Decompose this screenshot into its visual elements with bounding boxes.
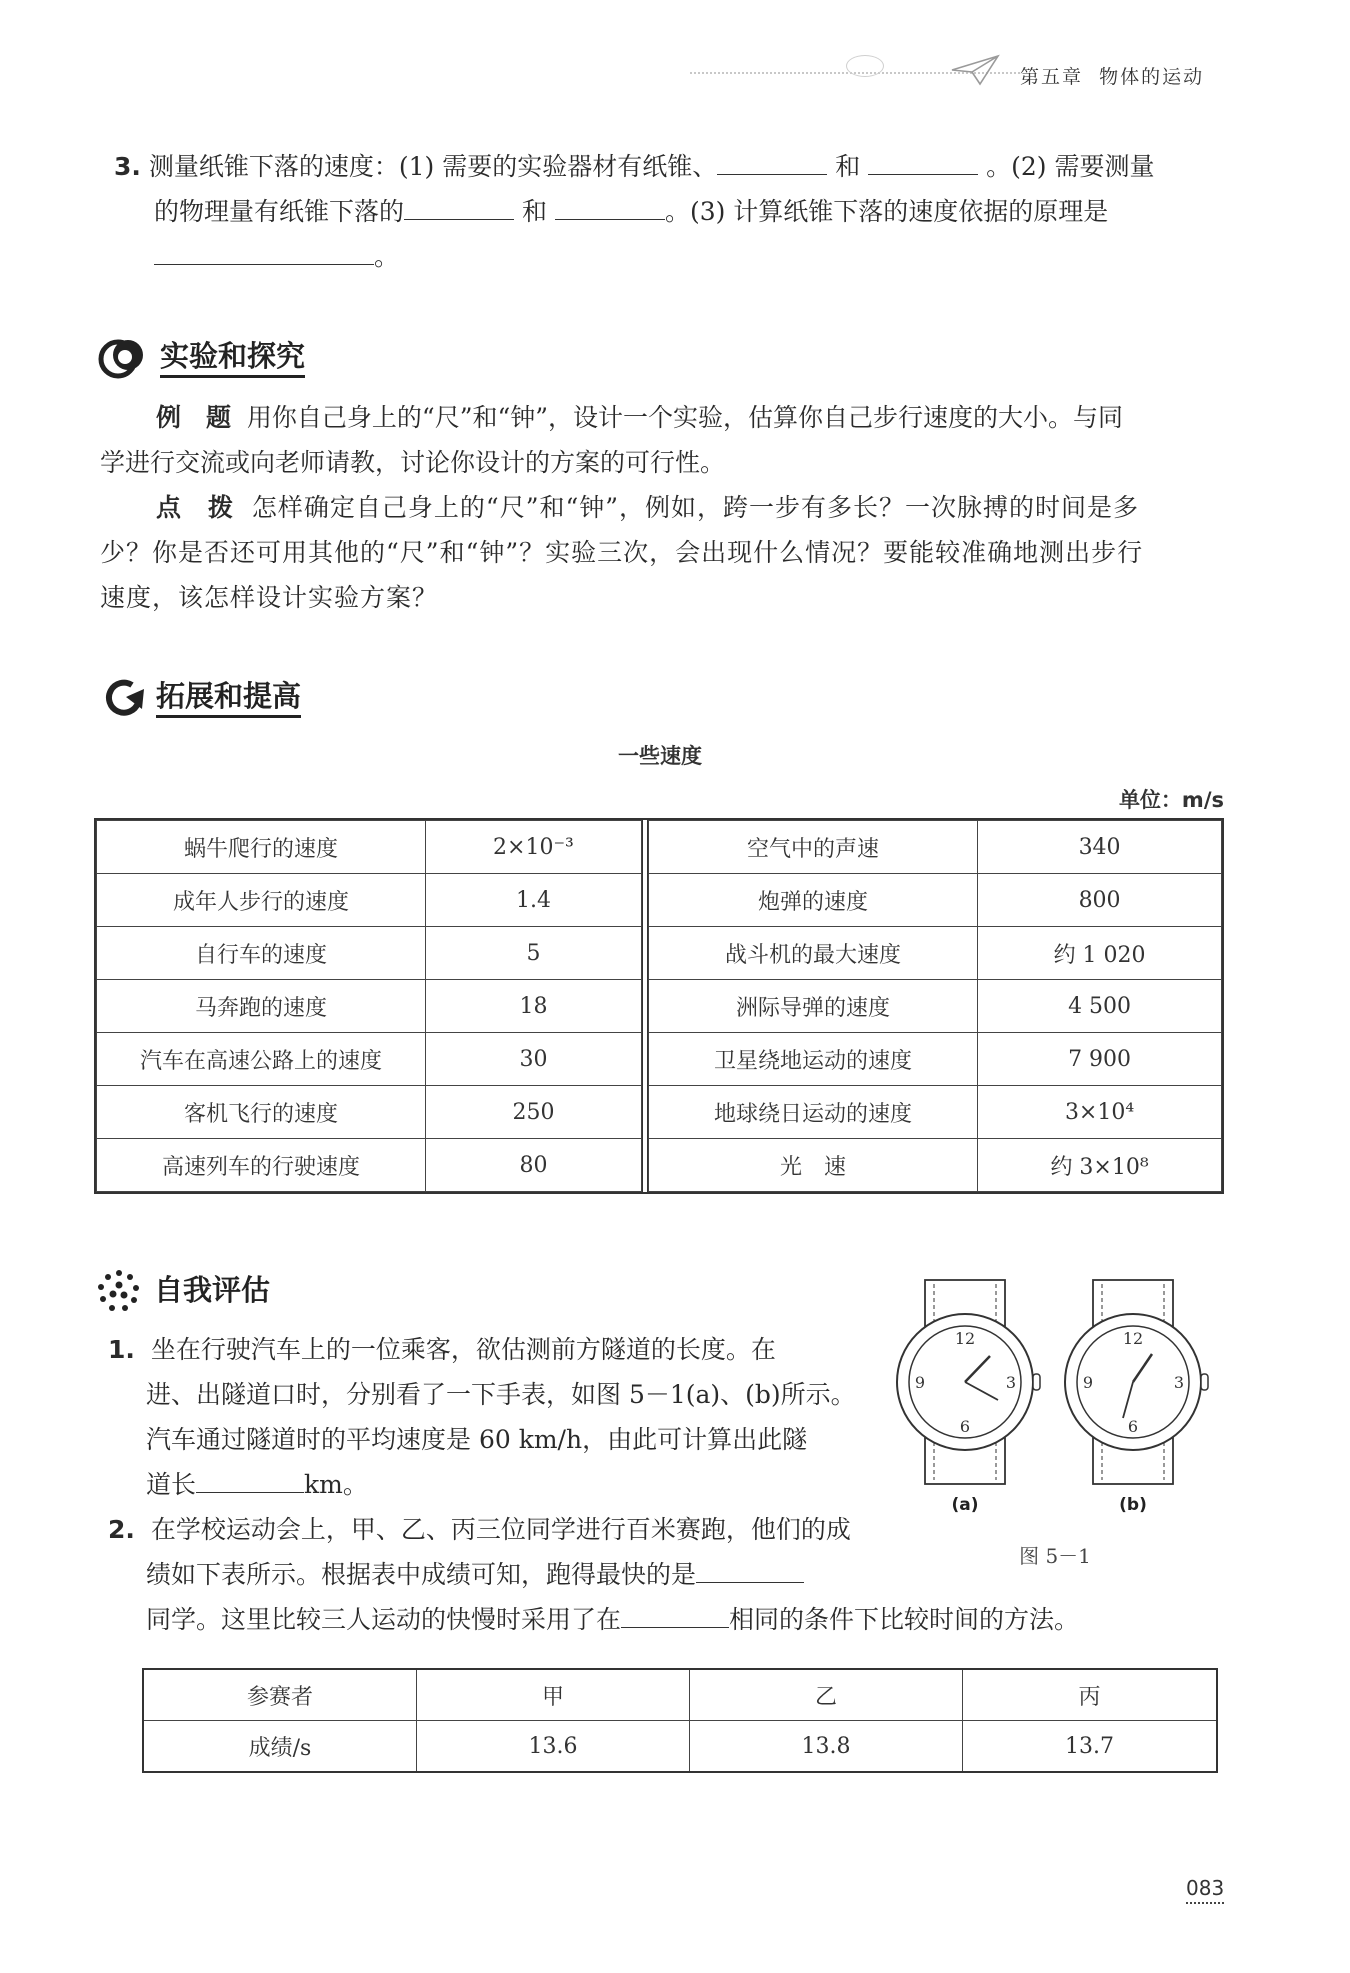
chapter-label: 第五章 xyxy=(1020,66,1084,88)
q1-line-2 xyxy=(108,1372,878,1417)
speed-name-cell: 卫星绕地运动的速度 xyxy=(649,1033,978,1086)
extension-section-title xyxy=(156,674,301,715)
speed-name-cell: 光 速 xyxy=(649,1139,978,1192)
example-line-1 xyxy=(100,395,1225,440)
header-decoration-loop xyxy=(846,55,884,77)
table-header-cell: 乙 xyxy=(690,1669,963,1721)
speed-name-cell: 自行车的速度 xyxy=(97,927,426,980)
table-row xyxy=(97,1139,642,1192)
hint-line-1 xyxy=(100,485,1225,530)
answer-blank[interactable] xyxy=(868,146,978,175)
table-cell: 成绩/s xyxy=(143,1721,417,1773)
table-row xyxy=(649,927,1222,980)
question-text: km。 xyxy=(304,1470,368,1499)
table-row xyxy=(97,1033,642,1086)
question-text: 。(3) 计算纸锥下落的速度依据的原理是 xyxy=(664,197,1109,226)
question-text: 和 xyxy=(521,197,547,226)
question-text: 绩如下表所示。根据表中成绩可知，跑得最快的是 xyxy=(146,1560,697,1589)
experiment-section-title xyxy=(160,334,305,375)
answer-blank[interactable] xyxy=(621,1599,729,1628)
extension-section-icon xyxy=(98,675,148,719)
question-text: 测量纸锥下落的速度：(1) 需要的实验器材有纸锥、 xyxy=(148,152,718,181)
question-text: 道长 xyxy=(146,1470,197,1499)
hint-label: 点 拨 xyxy=(156,493,235,522)
question-3-line-2 xyxy=(114,189,1234,234)
q2-line-3 xyxy=(146,1597,1246,1642)
hint-text: 速度，该怎样设计实验方案？ xyxy=(100,583,439,612)
table-row xyxy=(649,980,1222,1033)
table-row xyxy=(649,874,1222,927)
paper-plane-icon xyxy=(950,52,1000,88)
q2-line-1 xyxy=(108,1507,878,1552)
speed-name-cell: 战斗机的最大速度 xyxy=(649,927,978,980)
question-3 xyxy=(114,144,1234,279)
table-header-cell: 丙 xyxy=(963,1669,1218,1721)
speed-value-cell: 4 500 xyxy=(978,980,1222,1033)
answer-blank[interactable] xyxy=(196,1464,304,1493)
speed-name-cell: 炮弹的速度 xyxy=(649,874,978,927)
speed-value-cell: 5 xyxy=(425,927,641,980)
dial-number: 3 xyxy=(1005,1373,1017,1392)
page-number: 083 xyxy=(1186,1876,1224,1904)
self-evaluation-section-icon xyxy=(96,1268,142,1314)
table-row xyxy=(649,1139,1222,1192)
hint-text: 怎样确定自己身上的“尺”和“钟”，例如，跨一步有多长？一次脉搏的时间是多 xyxy=(251,493,1140,522)
speed-name-cell: 洲际导弹的速度 xyxy=(649,980,978,1033)
hint-text: 少？你是否还可用其他的“尺”和“钟”？实验三次，会出现什么情况？要能较准确地测出步行 xyxy=(100,538,1144,567)
answer-blank[interactable] xyxy=(717,146,827,175)
speed-value-cell: 250 xyxy=(425,1086,641,1139)
table-row xyxy=(649,1086,1222,1139)
question-text: 相同的条件下比较时间的方法。 xyxy=(729,1605,1080,1634)
self-evaluation-title-text: 自我评估 xyxy=(154,1273,271,1307)
example-text: 学进行交流或向老师请教，讨论你设计的方案的可行性。 xyxy=(100,448,726,477)
dial-number: 6 xyxy=(1127,1417,1139,1436)
experiment-section-icon xyxy=(98,335,148,379)
example-label: 例 题 xyxy=(156,403,232,432)
speed-value-cell: 2×10⁻³ xyxy=(425,821,641,874)
speed-value-cell: 80 xyxy=(425,1139,641,1192)
question-text: 在学校运动会上，甲、乙、丙三位同学进行百米赛跑，他们的成 xyxy=(150,1515,851,1544)
speed-name-cell: 客机飞行的速度 xyxy=(97,1086,426,1139)
speed-value-cell: 30 xyxy=(425,1033,641,1086)
figure-5-1-watches xyxy=(890,1268,1230,1518)
question-text: 同学。这里比较三人运动的快慢时采用了在 xyxy=(146,1605,622,1634)
dial-number: 9 xyxy=(1082,1373,1094,1392)
extension-title-text: 拓展和提高 xyxy=(156,679,301,718)
speed-table-title: 一些速度 xyxy=(618,744,702,768)
speed-name-cell: 成年人步行的速度 xyxy=(97,874,426,927)
table-header-cell: 参赛者 xyxy=(143,1669,417,1721)
example-line-2 xyxy=(100,440,1225,485)
q1-line-1 xyxy=(108,1327,878,1372)
watch-b-icon xyxy=(1065,1280,1208,1484)
question-text: 进、出隧道口时，分别看了一下手表，如图 5－1(a)、(b)所示。 xyxy=(146,1380,856,1409)
speed-value-cell: 3×10⁴ xyxy=(978,1086,1222,1139)
speed-value-cell: 340 xyxy=(978,821,1222,874)
table-cell: 13.8 xyxy=(690,1721,963,1773)
answer-blank[interactable] xyxy=(404,191,514,220)
q1-line-4 xyxy=(108,1462,878,1507)
chapter-title: 物体的运动 xyxy=(1099,66,1205,88)
speed-value-cell: 约 3×10⁸ xyxy=(978,1139,1222,1192)
figure-label-b: (b) xyxy=(1119,1495,1147,1515)
table-header-row xyxy=(143,1669,1217,1721)
speed-table-unit: 单位：m/s xyxy=(1118,788,1224,812)
speed-table-frame xyxy=(94,818,1224,1194)
speed-name-cell: 地球绕日运动的速度 xyxy=(649,1086,978,1139)
question-number: 2. xyxy=(108,1515,135,1544)
dial-number: 12 xyxy=(954,1329,976,1348)
watch-a-icon xyxy=(897,1280,1040,1484)
dial-number: 6 xyxy=(959,1417,971,1436)
hint-line-2 xyxy=(100,530,1225,575)
table-row xyxy=(97,980,642,1033)
hint-line-3 xyxy=(100,575,1225,620)
speed-value-cell: 18 xyxy=(425,980,641,1033)
question-number: 3. xyxy=(114,152,141,181)
question-text: 。(2) 需要测量 xyxy=(986,152,1155,181)
dial-number: 12 xyxy=(1122,1329,1144,1348)
speed-name-cell: 空气中的声速 xyxy=(649,821,978,874)
speed-name-cell: 蜗牛爬行的速度 xyxy=(97,821,426,874)
q1-line-3 xyxy=(108,1417,878,1462)
answer-blank[interactable] xyxy=(154,236,374,265)
running-header xyxy=(1020,62,1204,89)
table-cell: 13.7 xyxy=(963,1721,1218,1773)
speed-value-cell: 7 900 xyxy=(978,1033,1222,1086)
speed-name-cell: 马奔跑的速度 xyxy=(97,980,426,1033)
race-results-table xyxy=(142,1668,1218,1773)
q2-line-2 xyxy=(108,1552,878,1597)
question-number: 1. xyxy=(108,1335,135,1364)
speed-value-cell: 800 xyxy=(978,874,1222,927)
question-text: 汽车通过隧道时的平均速度是 60 km/h，由此可计算出此隧 xyxy=(146,1425,808,1454)
question-text: 和 xyxy=(835,152,861,181)
example-block xyxy=(100,395,1225,620)
question-text: 坐在行驶汽车上的一位乘客，欲估测前方隧道的长度。在 xyxy=(150,1335,776,1364)
figure-caption: 图 5－1 xyxy=(1019,1544,1091,1568)
question-3-line-1 xyxy=(114,144,1234,189)
table-cell: 13.6 xyxy=(417,1721,690,1773)
table-row xyxy=(649,821,1222,874)
experiment-title-text: 实验和探究 xyxy=(160,339,305,378)
question-text: 的物理量有纸锥下落的 xyxy=(154,197,405,226)
table-row xyxy=(97,1086,642,1139)
self-eval-question-1 xyxy=(108,1327,878,1597)
table-row xyxy=(97,927,642,980)
question-text: 。 xyxy=(374,242,400,271)
question-3-line-3 xyxy=(114,234,1234,279)
speed-value-cell: 1.4 xyxy=(425,874,641,927)
speed-name-cell: 高速列车的行驶速度 xyxy=(97,1139,426,1192)
table-row xyxy=(97,874,642,927)
speed-value-cell: 约 1 020 xyxy=(978,927,1222,980)
table-header-cell: 甲 xyxy=(417,1669,690,1721)
table-row xyxy=(97,821,642,874)
figure-label-a: (a) xyxy=(951,1495,979,1515)
self-evaluation-section-title xyxy=(154,1268,270,1309)
answer-blank[interactable] xyxy=(555,191,665,220)
dial-number: 9 xyxy=(914,1373,926,1392)
table-row xyxy=(649,1033,1222,1086)
answer-blank[interactable] xyxy=(696,1554,804,1583)
speed-table-right xyxy=(648,820,1222,1192)
speed-table-left xyxy=(96,820,642,1192)
example-text: 用你自己身上的“尺”和“钟”，设计一个实验，估算你自己步行速度的大小。与同 xyxy=(246,403,1124,432)
table-row xyxy=(143,1721,1217,1773)
speed-name-cell: 汽车在高速公路上的速度 xyxy=(97,1033,426,1086)
dial-number: 3 xyxy=(1173,1373,1185,1392)
